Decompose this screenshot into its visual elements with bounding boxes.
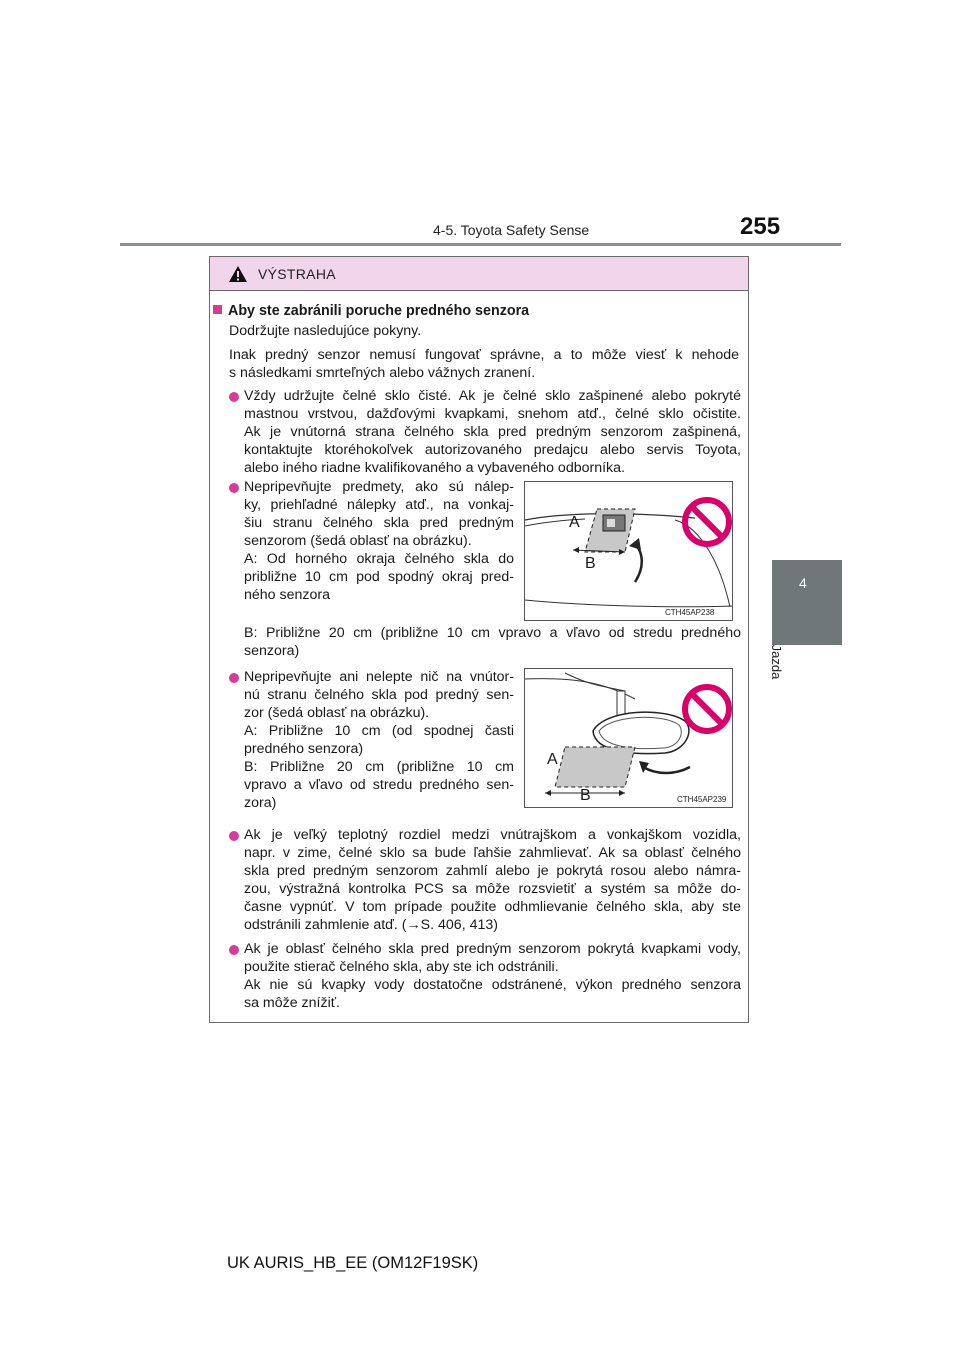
bullet-icon bbox=[229, 392, 239, 402]
section-title: 4-5. Toyota Safety Sense bbox=[433, 222, 590, 238]
figure-interior-sensor-area bbox=[524, 668, 733, 808]
chapter-number: 4 bbox=[799, 575, 807, 591]
warning-header bbox=[210, 257, 748, 291]
intro-line: Dodržujte nasledujúce pokyny. bbox=[229, 323, 422, 339]
bullet-icon bbox=[229, 673, 239, 683]
figure-code: CTH45AP238 bbox=[665, 608, 715, 617]
page-number: 255 bbox=[740, 213, 781, 240]
header-divider bbox=[120, 243, 841, 246]
windshield-interior-illustration bbox=[525, 669, 732, 807]
bullet-icon bbox=[229, 831, 239, 841]
figure-label-b: B bbox=[585, 555, 596, 572]
manual-code: UK AURIS_HB_EE (OM12F19SK) bbox=[227, 1254, 479, 1272]
warning-triangle-icon bbox=[228, 265, 248, 283]
figure-code: CTH45AP239 bbox=[677, 795, 727, 804]
figure-label-b: B bbox=[580, 787, 591, 804]
windshield-exterior-illustration bbox=[525, 482, 732, 620]
chapter-label: Jazda bbox=[769, 644, 784, 680]
bullet-icon bbox=[229, 483, 239, 493]
figure-label-a: A bbox=[547, 751, 558, 768]
bullet-icon bbox=[229, 945, 239, 955]
warning-heading: Aby ste zabránili poruche predného senzora bbox=[213, 302, 529, 320]
warning-title: VÝSTRAHA bbox=[258, 266, 336, 282]
square-bullet-icon bbox=[213, 305, 222, 314]
figure-exterior-sensor-area bbox=[524, 481, 733, 621]
figure-label-a: A bbox=[569, 514, 580, 531]
